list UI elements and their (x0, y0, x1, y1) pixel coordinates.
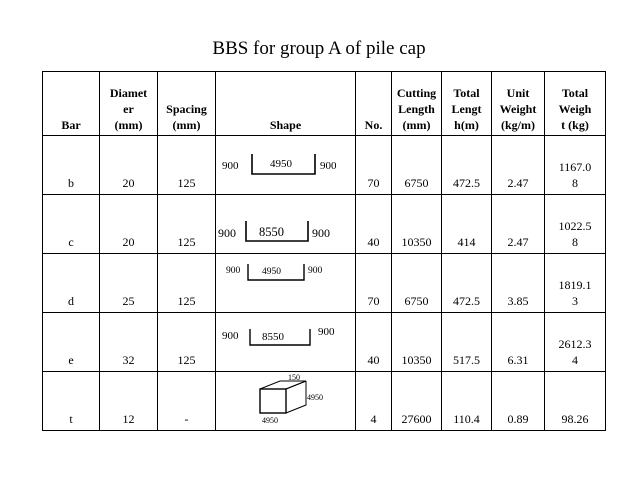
header-no: No. (356, 72, 392, 136)
u-bar-shape-drawing (218, 199, 354, 249)
cell-total-length: 517.5 (442, 313, 492, 372)
header-total-weight: Total Weigh t (kg) (545, 72, 606, 136)
cell-spacing: 125 (158, 136, 216, 195)
cell-spacing: - (158, 372, 216, 431)
u-bar-shape-drawing (218, 140, 354, 190)
cell-total-weight: 2612.3 4 (545, 313, 606, 372)
shape-side-label: 4950 (306, 393, 323, 402)
header-bar: Bar (43, 72, 100, 136)
u-bar-shape-drawing (218, 258, 354, 308)
cell-shape (216, 195, 356, 254)
cell-total-weight: 1167.0 8 (545, 136, 606, 195)
cell-diameter: 32 (100, 313, 158, 372)
header-row (43, 72, 606, 136)
cell-unit-weight: 2.47 (492, 195, 545, 254)
cell-total-weight: 1819.1 3 (545, 254, 606, 313)
shape-mid-label: 4950 (261, 267, 281, 277)
cell-bar: d (43, 254, 100, 313)
header-spacing: Spacing (mm) (158, 72, 216, 136)
cell-shape (216, 313, 356, 372)
u-bar-shape-drawing (218, 317, 354, 367)
shape-top-label: 150 (287, 373, 300, 382)
cell-no: 70 (356, 136, 392, 195)
cell-spacing: 125 (158, 313, 216, 372)
header-total-length: Total Lengt h(m) (442, 72, 492, 136)
cell-unit-weight: 6.31 (492, 313, 545, 372)
cell-total-length: 472.5 (442, 254, 492, 313)
table-row (43, 372, 606, 431)
cell-total-weight: 98.26 (545, 372, 606, 431)
cell-bar: t (43, 372, 100, 431)
shape-left-label: 900 (225, 266, 240, 276)
cell-diameter: 12 (100, 372, 158, 431)
shape-left-label: 900 (221, 160, 238, 172)
cell-no: 4 (356, 372, 392, 431)
cell-shape (216, 136, 356, 195)
cell-cutting-length: 6750 (392, 136, 442, 195)
cell-cutting-length: 10350 (392, 313, 442, 372)
cell-diameter: 25 (100, 254, 158, 313)
shape-mid-label: 8550 (261, 331, 284, 343)
cell-diameter: 20 (100, 136, 158, 195)
table-row (43, 195, 606, 254)
cell-shape (216, 254, 356, 313)
shape-bottom-label: 4950 (261, 416, 278, 425)
cell-bar: b (43, 136, 100, 195)
shape-right-label: 900 (317, 326, 334, 338)
cell-bar: e (43, 313, 100, 372)
cell-spacing: 125 (158, 195, 216, 254)
cell-shape (216, 372, 356, 431)
header-shape: Shape (216, 72, 356, 136)
header-diameter: Diamet er (mm) (100, 72, 158, 136)
cell-total-length: 472.5 (442, 136, 492, 195)
table-row (43, 136, 606, 195)
cell-total-weight: 1022.5 8 (545, 195, 606, 254)
shape-mid-label: 8550 (258, 225, 284, 239)
cell-cutting-length: 10350 (392, 195, 442, 254)
cell-no: 40 (356, 313, 392, 372)
shape-right-label: 900 (307, 266, 322, 276)
shape-right-label: 900 (311, 226, 330, 240)
cell-no: 70 (356, 254, 392, 313)
cell-total-length: 414 (442, 195, 492, 254)
shape-left-label: 900 (217, 226, 236, 240)
table-row (43, 313, 606, 372)
cell-spacing: 125 (158, 254, 216, 313)
cell-unit-weight: 3.85 (492, 254, 545, 313)
shape-mid-label: 4950 (269, 158, 292, 170)
table-row (43, 254, 606, 313)
page-title: BBS for group A of pile cap (212, 38, 426, 59)
cell-total-length: 110.4 (442, 372, 492, 431)
stirrup-shape-drawing (218, 373, 354, 429)
bbs-table (42, 71, 606, 431)
cell-diameter: 20 (100, 195, 158, 254)
cell-unit-weight: 0.89 (492, 372, 545, 431)
shape-left-label: 900 (221, 330, 238, 342)
cell-cutting-length: 27600 (392, 372, 442, 431)
shape-right-label: 900 (319, 160, 336, 172)
header-unit-weight: Unit Weight (kg/m) (492, 72, 545, 136)
header-cutting-length: Cutting Length (mm) (392, 72, 442, 136)
cell-bar: c (43, 195, 100, 254)
cell-unit-weight: 2.47 (492, 136, 545, 195)
cell-cutting-length: 6750 (392, 254, 442, 313)
cell-no: 40 (356, 195, 392, 254)
